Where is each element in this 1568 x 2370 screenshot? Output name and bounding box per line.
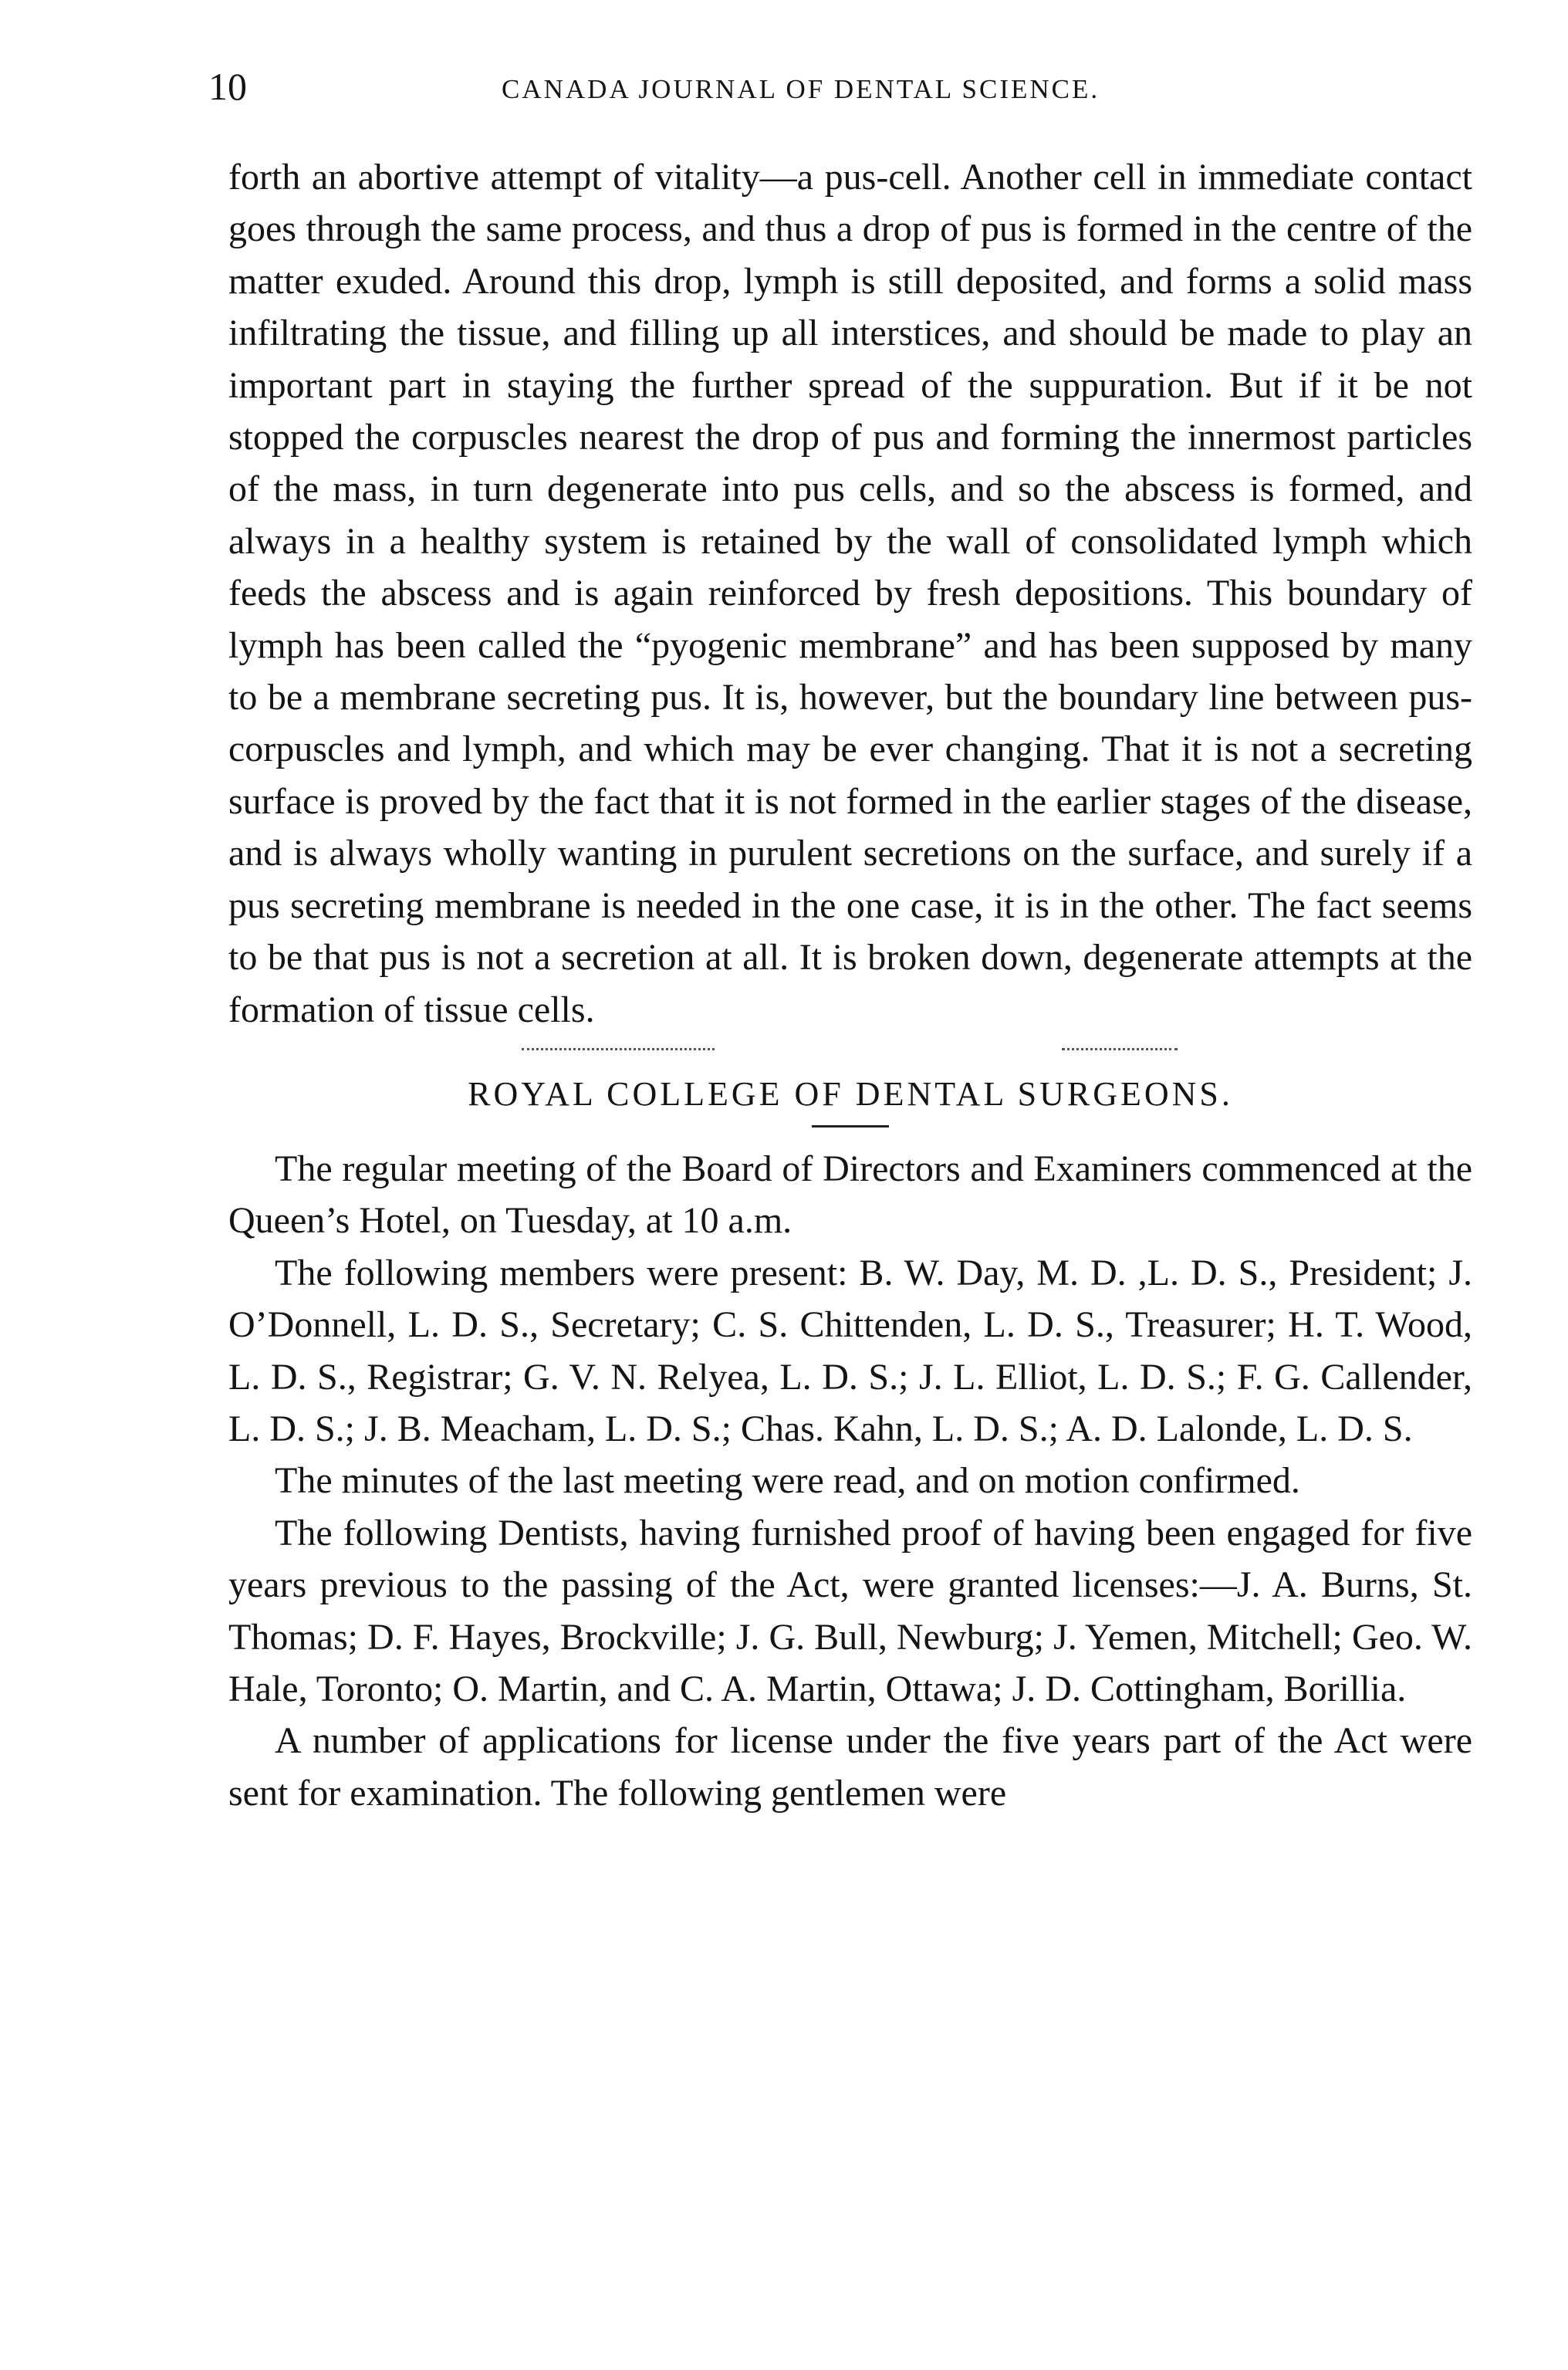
dotted-rule-left — [522, 1048, 715, 1050]
section-paragraph-applications: A number of applications for license under the five years part of the Act were sent for examination. The following gentlemen were — [228, 1720, 1472, 1814]
dotted-rule-right — [1062, 1048, 1178, 1050]
page-number: 10 — [208, 65, 247, 108]
section-paragraph-licenses: The following Dentists, having furnished proof of having been engaged for five years previous to the passing of the Act, were granted licenses:—J. A. Burns, St. Thomas; D. F. Hayes, Brockville; J. G. Bull, Newburg; J. Yemen, Mitchell; Geo. W. Hale, Toronto; O. Martin, and C. A. Martin, Ottawa; J. D. Cottingham, Borillia. — [228, 1512, 1472, 1709]
body-paragraph-continued: forth an abortive attempt of vitality—a pus-cell. Another cell in immediate contact goes through the same process, and thus a drop of pus is formed in the centre of the matter exuded. Around this drop, lymph is still deposited, and forms a solid mass infiltrating the tissue, and filling up all interstices, and should be made to play an important part in staying the further spread of the suppuration. But if it be not stopped the corpuscles nearest the drop of pus and forming the innermost particles of the mass, in turn degenerate into pus cells, and so the abscess is formed, and always in a healthy system is retained by the wall of consolidated lymph which feeds the abscess and is again reinforced by fresh depositions. This boundary of lymph has been called the “pyogenic membrane” and has been supposed by many to be a membrane secreting pus. It is, however, but the boundary line between pus-corpuscles and lymph, and which may be ever changing. That it is not a secreting surface is proved by the fact that it is not formed in the earlier stages of the disease, and is always wholly wanting in purulent secretions on the surface, and surely if a pus secreting membrane is needed in the one case, it is in the other. The fact seems to be that pus is not a secretion at all. It is broken down, degenerate attempts at the formation of tissue cells. — [228, 157, 1472, 1030]
article-body — [228, 151, 1472, 1819]
page-header — [208, 63, 1474, 110]
heading-underline-rule — [812, 1125, 889, 1128]
section-paragraph-members: The following members were present: B. W. Day, M. D. ,L. D. S., President; J. O’Donnell, L. D. S., Secretary; C. S. Chittenden, L. D. S., Treasurer; H. T. Wood, L. D. S., Registrar; G. V. N. Relyea, L. D. S.; J. L. Elliot, L. D. S.; F. G. Callender, L. D. S.; J. B. Meacham, L. D. S.; Chas. Kahn, L. D. S.; A. D. Lalonde, L. D. S. — [228, 1252, 1472, 1449]
section-paragraph-minutes: The minutes of the last meeting were read, and on motion confirmed. — [275, 1460, 1300, 1502]
section-heading: ROYAL COLLEGE OF DENTAL SURGEONS. — [468, 1074, 1233, 1113]
section-paragraph-meeting: The regular meeting of the Board of Directors and Examiners commenced at the Queen’s Hotel, on Tuesday, at 10 a.m. — [228, 1148, 1472, 1242]
dotted-separator — [228, 1036, 1472, 1062]
running-title: CANADA JOURNAL OF DENTAL SCIENCE. — [502, 74, 1100, 104]
